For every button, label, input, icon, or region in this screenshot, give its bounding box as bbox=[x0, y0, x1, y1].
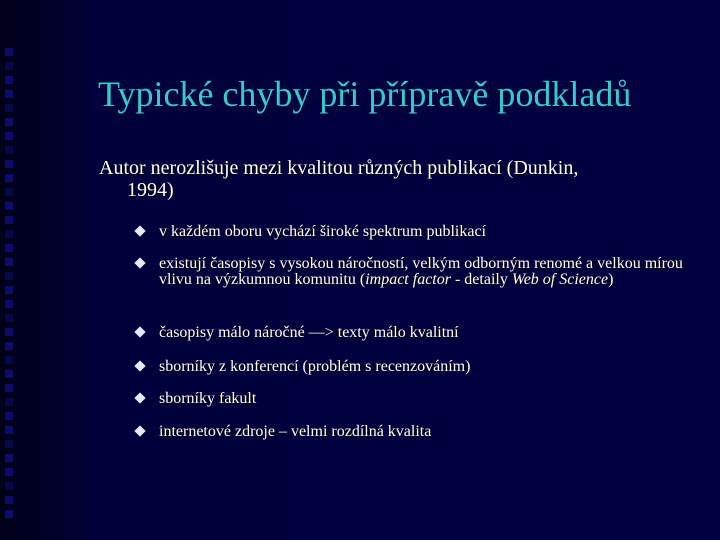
decorative-square bbox=[5, 76, 13, 84]
decorative-square bbox=[5, 160, 13, 168]
bullet-text-part: - detaily bbox=[450, 271, 512, 288]
decorative-square bbox=[5, 482, 13, 490]
decorative-square bbox=[5, 370, 13, 378]
bullet-text: sborníky fakult bbox=[159, 390, 257, 407]
decorative-square bbox=[5, 90, 13, 98]
impact-factor-term: impact factor bbox=[365, 271, 451, 288]
decorative-square bbox=[5, 258, 13, 266]
bullet-text-part: ) bbox=[608, 271, 614, 288]
list-item bbox=[136, 391, 696, 407]
list-item bbox=[136, 224, 696, 240]
web-of-science-term: Web of Science bbox=[511, 271, 609, 288]
bullet-text: sborníky z konferencí (problém s recenzováním) bbox=[159, 358, 471, 375]
slide-title: Typické chyby při přípravě podkladů bbox=[98, 74, 632, 114]
decorative-square bbox=[5, 244, 13, 252]
list-item bbox=[136, 325, 696, 341]
decorative-square bbox=[5, 412, 13, 420]
decorative-square bbox=[5, 286, 13, 294]
decorative-square bbox=[5, 454, 13, 462]
diamond-bullet-icon bbox=[134, 392, 145, 403]
decorative-square bbox=[5, 272, 13, 280]
decorative-square bbox=[5, 62, 13, 70]
decorative-square bbox=[5, 300, 13, 308]
decorative-square bbox=[5, 174, 13, 182]
list-item bbox=[136, 256, 696, 288]
decorative-square bbox=[5, 398, 13, 406]
diamond-bullet-icon bbox=[134, 257, 145, 268]
diamond-bullet-icon bbox=[134, 425, 145, 436]
list-item bbox=[136, 424, 696, 440]
bullet-text: internetové zdroje – velmi rozdílná kvalita bbox=[159, 423, 432, 440]
list-item bbox=[136, 359, 696, 375]
decorative-square bbox=[5, 230, 13, 238]
decorative-square bbox=[5, 496, 13, 504]
decorative-square bbox=[5, 48, 13, 56]
lead-line-1: Autor nerozlišuje mezi kvalitou různých publikací (Dunkin, bbox=[99, 157, 579, 179]
decorative-square bbox=[5, 510, 13, 518]
bullet-text: časopisy málo náročné —> texty málo kvalitní bbox=[159, 324, 459, 341]
decorative-square bbox=[5, 188, 13, 196]
decorative-square bbox=[5, 342, 13, 350]
decorative-square bbox=[5, 146, 13, 154]
diamond-bullet-icon bbox=[134, 225, 145, 236]
lead-line-2: 1994) bbox=[127, 179, 174, 201]
diamond-bullet-icon bbox=[134, 360, 145, 371]
decorative-square bbox=[5, 132, 13, 140]
decorative-square bbox=[5, 104, 13, 112]
decorative-square bbox=[5, 384, 13, 392]
bullet-text-part: existují časopisy s vysokou náročností, velkým odborným renomé a velkou mírou vlivu na výzkumnou komunitu ( bbox=[159, 255, 683, 288]
bullet-text: v každém oboru vychází široké spektrum publikací bbox=[159, 223, 487, 240]
decorative-square bbox=[5, 118, 13, 126]
decorative-square bbox=[5, 356, 13, 364]
decorative-square bbox=[5, 440, 13, 448]
decorative-square bbox=[5, 468, 13, 476]
bullet-text bbox=[159, 256, 696, 288]
decorative-square bbox=[5, 202, 13, 210]
decorative-square bbox=[5, 426, 13, 434]
decorative-square bbox=[5, 314, 13, 322]
decorative-square bbox=[5, 328, 13, 336]
decorative-square bbox=[5, 216, 13, 224]
diamond-bullet-icon bbox=[134, 326, 145, 337]
lead-paragraph bbox=[99, 157, 699, 201]
